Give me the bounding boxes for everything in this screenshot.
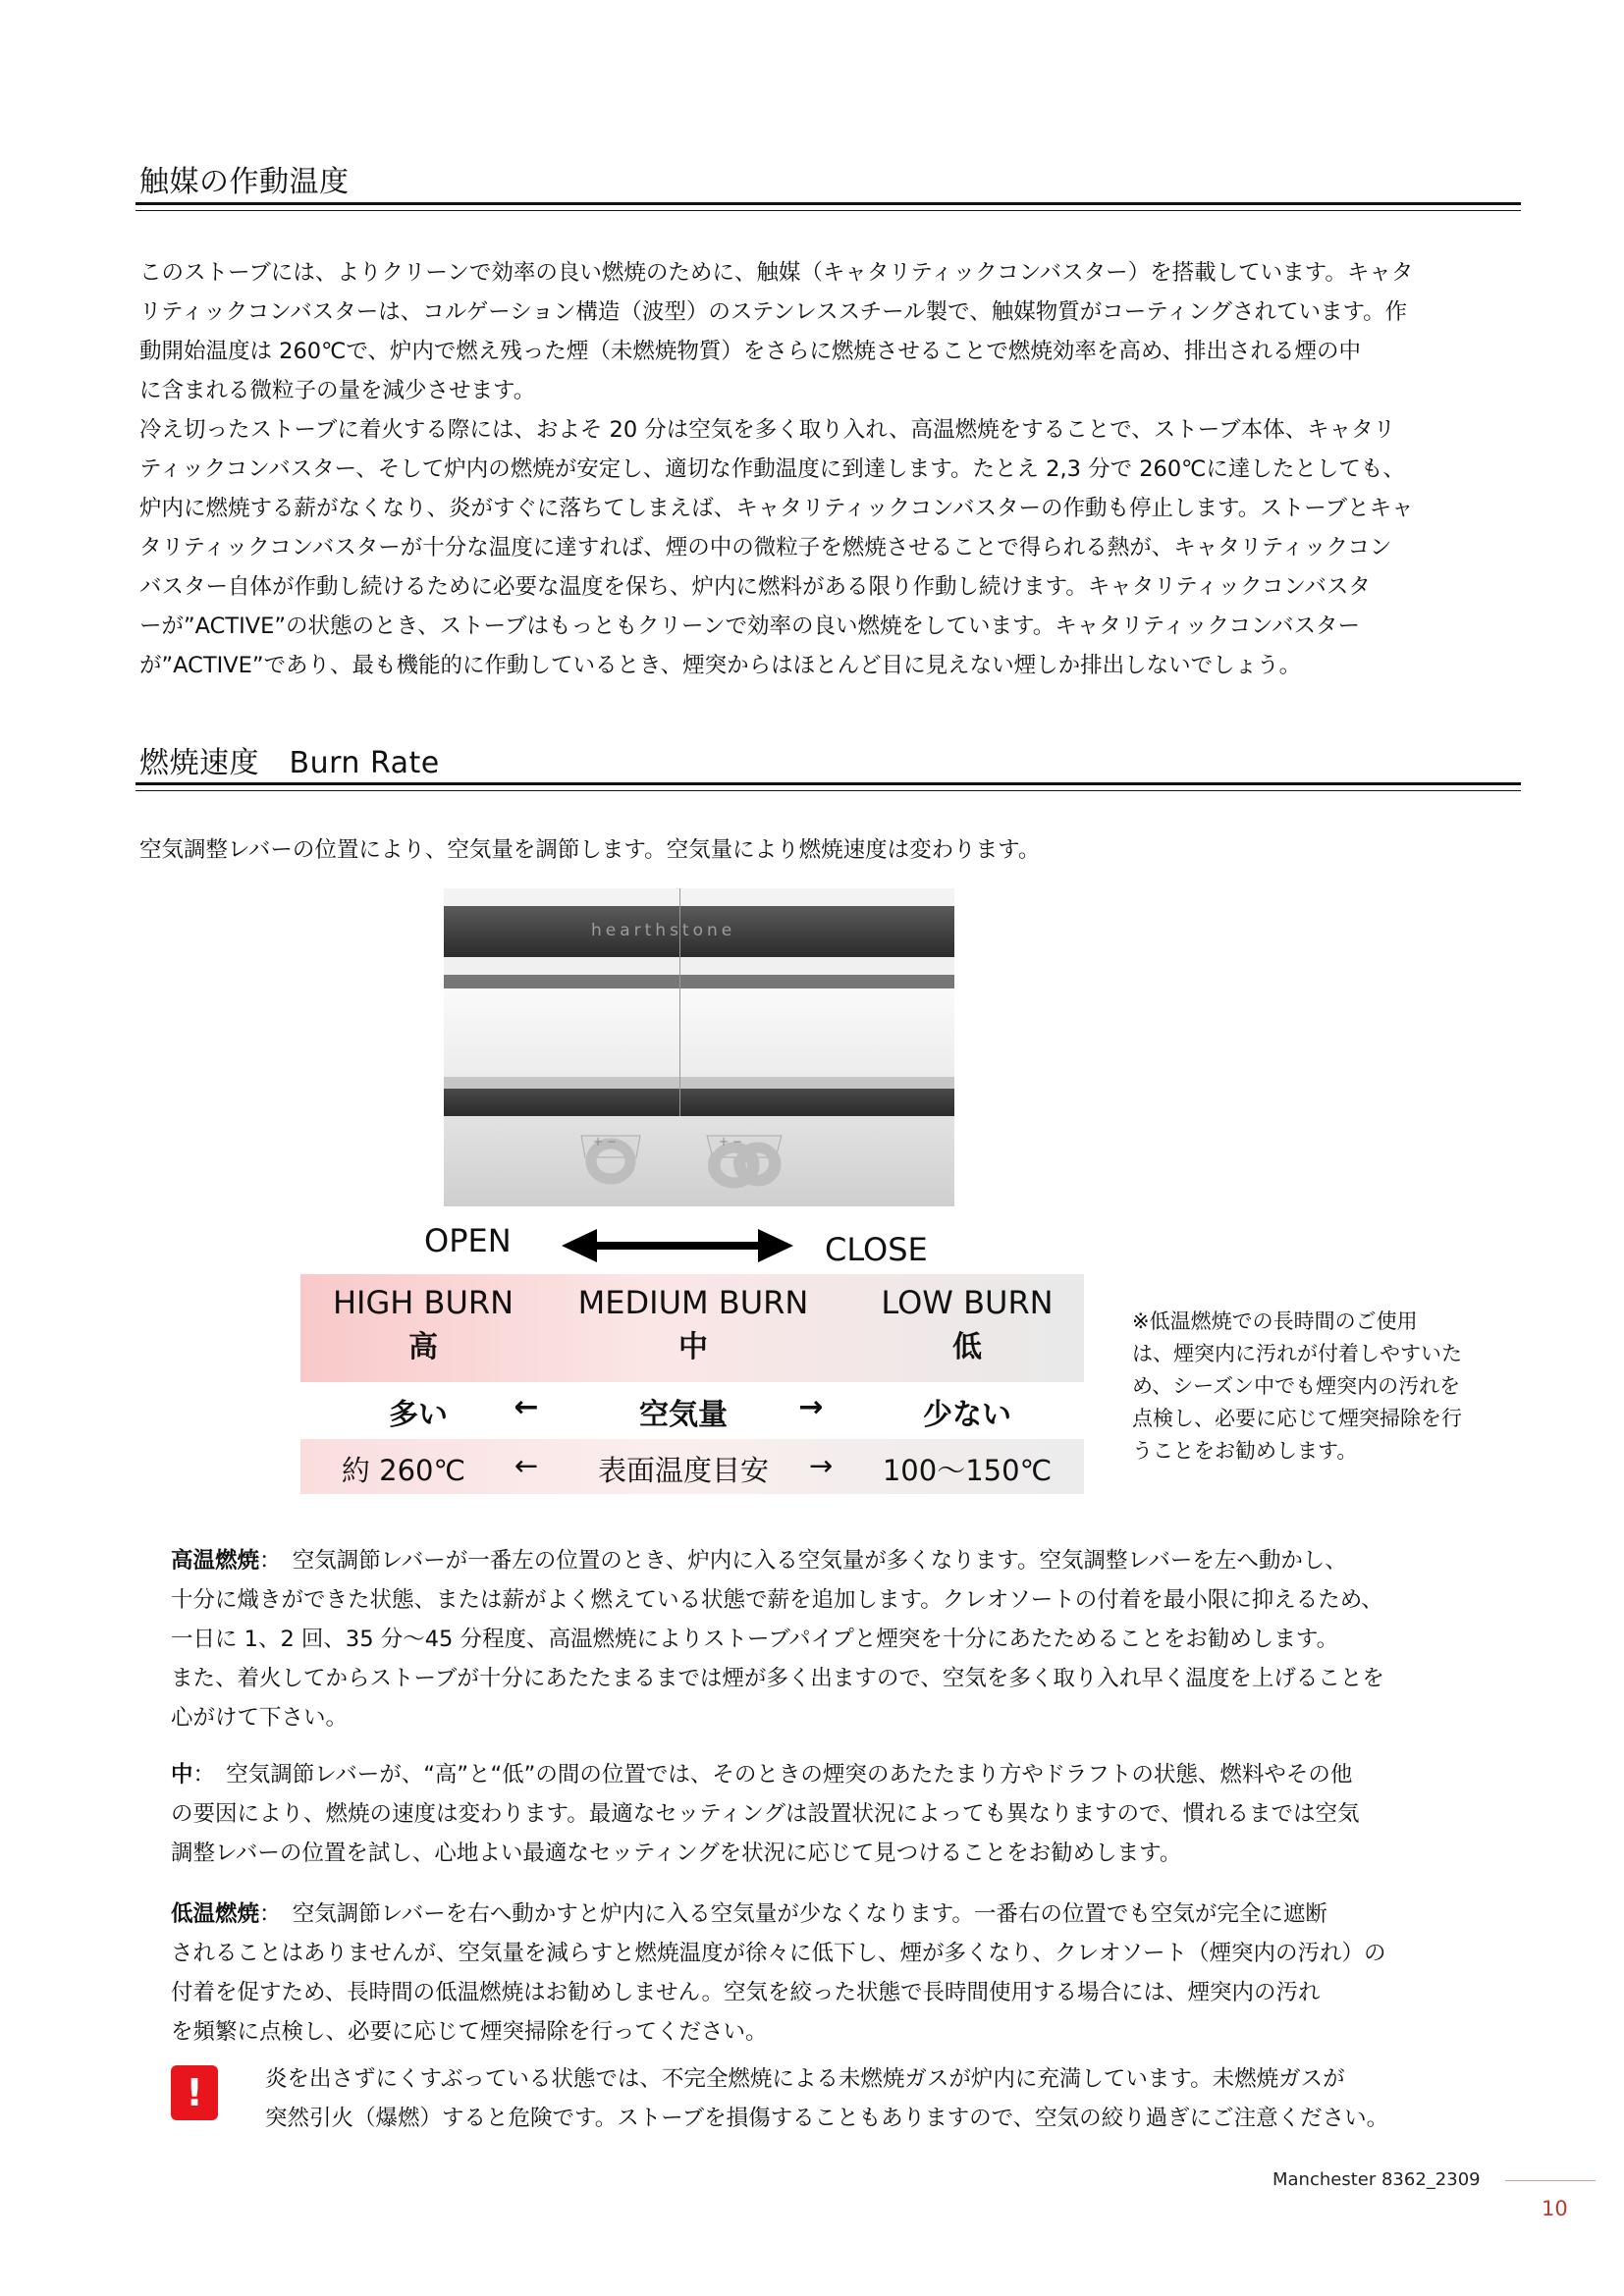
text-line: 心がけて下さい。 [171,1705,349,1731]
medium-burn-label: 中 [171,1762,193,1788]
burn-level-row [300,1274,1084,1382]
surface-temp-row [300,1439,1084,1494]
svg-text:+ −: + − [719,1135,742,1148]
text-line: に含まれる微粒子の量を減少させます。 [139,378,536,403]
open-label: OPEN [424,1222,512,1259]
text-line: このストーブには、よりクリーンで効率の良い燃焼のために、触媒（キャタリティックコンバスター）を搭載しています。キャタ [139,260,1414,286]
text-line: ティックコンバスター、そして炉内の燃焼が安定し、適切な作動温度に到達します。たとえ 2,3 分で 260℃に達したとしても、 [139,456,1405,482]
low-burn-cell [850,1282,1084,1372]
text-line: の要因により、燃焼の速度は変わります。最適なセッティングは設置状況によっても異なりますので、慣れるまでは空気 [171,1801,1360,1827]
high-burn-paragraph [171,1541,1536,1737]
text-line: が”ACTIVE”であり、最も機能的に作動しているとき、煙突からはほとんど目に見えない煙しか排出しないでしょう。 [139,653,1302,678]
text-line: 動開始温度は 260℃で、炉内で燃え残った煙（未燃焼物質）をさらに燃焼させることで燃焼効率を高め、排出される煙の中 [139,339,1362,364]
svg-text:+ −: + − [593,1135,617,1148]
text-line: ーが”ACTIVE”の状態のとき、ストーブはもっともクリーンで効率の良い燃焼をしています。キャタリティックコンバスター [139,614,1360,639]
section-rule [135,202,1521,205]
low-burn-en: LOW BURN [881,1284,1054,1321]
double-arrow-icon [562,1225,793,1266]
burn-rate-intro: 空気調整レバーの位置により、空気量を調節します。空気量により燃焼速度は変わります。 [139,837,1041,863]
air-more: 多い [389,1398,448,1432]
warning-text [265,2059,1532,2138]
right-arrow: → [808,1449,834,1482]
air-lever-icon [444,888,954,1206]
warning-icon: ! [171,2065,218,2120]
note-line: め、シーズン中でも煙突内の汚れを [1132,1374,1461,1398]
text-line: リティックコンバスターは、コルゲーション構造（波型）のステンレススチール製で、触媒物質がコーティングされています。作 [139,299,1408,325]
text-line: されることはありませんが、空気量を減らすと燃焼温度が徐々に低下し、煙が多くなり、クレオソート（煙突内の汚れ）の [171,1941,1386,1966]
note-line: うことをお勧めします。 [1132,1439,1358,1463]
text-line: 炉内に燃焼する薪がなくなり、炎がすぐに落ちてしまえば、キャタリティックコンバスターの作動も停止します。ストーブとキャ [139,496,1414,521]
text-line: タリティックコンバスターが十分な温度に達すれば、煙の中の微粒子を燃焼させることで得られる熱が、キャタリティックコン [139,535,1392,561]
page-number: 10 [1542,2197,1568,2220]
text-span: ： 空気調節レバーが一番左の位置のとき、炉内に入る空気量が多くなります。空気調整レバーを左へ動かし、 [259,1548,1347,1574]
text-line: を頻繁に点検し、必要に応じて煙突掃除を行ってください。 [171,2019,768,2045]
text-line: バスター自体が作動し続けるために必要な温度を保ち、炉内に燃料がある限り作動し続けます。キャタリティックコンバスタ [139,574,1371,600]
section-rule [135,210,1521,211]
catalyst-paragraph [139,253,1534,685]
air-less: 少ない [923,1398,1011,1432]
note-line: 点検し、必要に応じて煙突掃除を行 [1132,1407,1462,1430]
text-line: 十分に熾きができた状態、または薪がよく燃えている状態で薪を追加します。クレオソートの付着を最小限に抑えるため、 [171,1587,1383,1613]
section-rule [135,790,1521,791]
footer-rule [1505,2180,1596,2181]
medium-burn-paragraph [171,1755,1536,1873]
right-arrow: → [798,1390,824,1424]
text-line: 炎を出さずにくすぶっている状態では、不完全燃焼による未燃焼ガスが炉内に充満しています。未燃焼ガスが [265,2066,1345,2092]
text-line [171,1895,1536,1934]
surface-temp-label: 表面温度目安 [597,1454,769,1487]
left-arrow: ← [514,1449,539,1482]
left-arrow: ← [514,1390,539,1424]
stove-air-lever-photo [444,888,954,1206]
text-span: ： 空気調節レバーが、“高”と“低”の間の位置では、そのときの煙突のあたたまり方やドラフトの状態、燃料やその他 [192,1762,1353,1788]
high-burn-label: 高温燃焼 [171,1548,260,1574]
section-rule [135,782,1521,785]
air-amount-row [300,1386,1084,1437]
temp-low: 100～150℃ [882,1454,1053,1487]
air-amount-label: 空気量 [639,1398,728,1432]
low-burn-jp: 低 [952,1330,982,1364]
temp-high: 約 260℃ [341,1454,466,1487]
footer-model: Manchester 8362_2309 [1272,2169,1481,2190]
text-line: 付着を促すため、長時間の低温燃焼はお勧めしません。空気を絞った状態で長時間使用する場合には、煙突内の汚れ [171,1980,1321,2005]
medium-burn-cell [546,1282,840,1372]
low-burn-note [1132,1306,1525,1468]
note-line: は、煙突内に汚れが付着しやすいた [1132,1342,1462,1365]
close-label: CLOSE [825,1231,928,1268]
low-burn-paragraph [171,1895,1536,2052]
note-line: ※低温燃焼での長時間のご使用 [1132,1309,1418,1333]
text-line [171,1541,1536,1580]
text-line: 一日に 1、2 回、35 分～45 分程度、高温燃焼によりストーブパイプと煙突を十分にあたためることをお勧めします。 [171,1627,1339,1652]
high-burn-cell [300,1282,546,1372]
section-title-catalyst: 触媒の作動温度 [139,165,350,199]
high-burn-en: HIGH BURN [332,1284,514,1321]
text-line: 突然引火（爆燃）すると危険です。ストーブを損傷することもありますので、空気の絞り過ぎにご注意ください。 [265,2106,1389,2131]
medium-burn-en: MEDIUM BURN [577,1284,809,1321]
medium-burn-jp: 中 [678,1330,708,1364]
text-line: 調整レバーの位置を試し、心地よい最適なセッティングを状況に応じて見つけることをお勧めします。 [171,1841,1182,1866]
text-line [171,1755,1536,1794]
text-line: また、着火してからストーブが十分にあたたまるまでは煙が多く出ますので、空気を多く取り入れ早く温度を上げることを [171,1666,1384,1691]
low-burn-label: 低温燃焼 [171,1901,260,1927]
text-line: 冷え切ったストーブに着火する際には、およそ 20 分は空気を多く取り入れ、高温燃焼をすることで、ストーブ本体、キャタリ [139,417,1396,443]
section-title-burn-rate: 燃焼速度 Burn Rate [139,746,440,780]
brand-logo: hearthstone [591,921,736,940]
high-burn-jp: 高 [408,1330,438,1364]
text-span: ： 空気調節レバーを右へ動かすと炉内に入る空気量が少なくなります。一番右の位置でも空気が完全に遮断 [259,1901,1327,1927]
